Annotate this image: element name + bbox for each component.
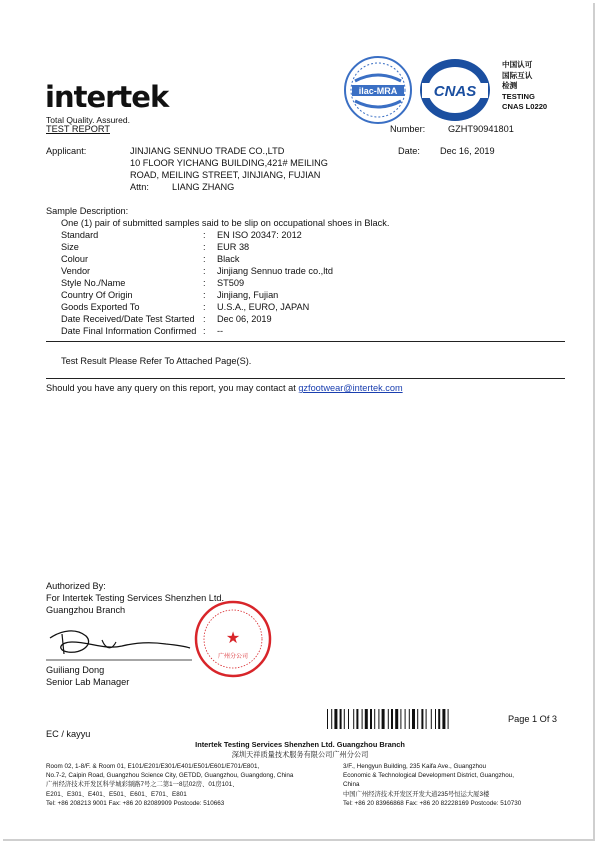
address-line: 中国广州经济技术开发区开发大道235号恒运大厦3楼	[343, 790, 490, 798]
applicant-line: ROAD, MEILING STREET, JINJIANG, FUJIAN	[130, 170, 321, 180]
address-line: Room 02, 1-8/F. & Room 01, E101/E201/E301/E401/E501/E601/E701/E801,	[46, 763, 260, 770]
attn-value: LIANG ZHANG	[172, 182, 235, 192]
accreditation-line: 检测	[502, 81, 518, 90]
detail-colon: :	[203, 278, 206, 288]
contact-email-link[interactable]: gzfootwear@intertek.com	[298, 383, 403, 393]
authorized-branch: Guangzhou Branch	[46, 605, 126, 615]
detail-value: Jinjiang Sennuo trade co.,ltd	[217, 266, 333, 276]
detail-label: Goods Exported To	[61, 302, 140, 312]
detail-value: Black	[217, 254, 240, 264]
applicant-label: Applicant:	[46, 146, 87, 156]
detail-value: Dec 06, 2019	[217, 314, 272, 324]
applicant-line: JINJIANG SENNUO TRADE CO.,LTD	[130, 146, 285, 156]
signer-title: Senior Lab Manager	[46, 677, 130, 687]
company-seal	[194, 600, 272, 678]
detail-label: Size	[61, 242, 79, 252]
address-line: Tel: +86 20 83966868 Fax: +86 20 82228169 Postcode: 510730	[343, 799, 522, 807]
sample-heading: Sample Description:	[46, 206, 129, 216]
ilac-text: ilac-MRA	[358, 86, 398, 96]
report-initials: EC / kayyu	[46, 729, 91, 739]
detail-value: --	[217, 326, 224, 336]
detail-label: Colour	[61, 254, 89, 264]
detail-value: Jinjiang, Fujian	[217, 290, 279, 300]
detail-label: Style No./Name	[61, 278, 126, 288]
detail-value: U.S.A., EURO, JAPAN	[217, 302, 310, 312]
signature	[42, 620, 192, 665]
divider	[46, 341, 565, 342]
ilac-mra-logo	[343, 55, 413, 125]
address-line: Economic & Technological Development District, Guangzhou,	[343, 772, 515, 780]
address-line: E201、E301、E401、E501、E601、E701、E801	[46, 790, 187, 798]
detail-label: Standard	[61, 230, 99, 240]
footer-left-address	[46, 762, 293, 808]
seal-star: ★	[225, 630, 241, 647]
authorized-company: For Intertek Testing Services Shenzhen Ltd.	[46, 593, 225, 603]
contact-line	[46, 383, 403, 394]
detail-colon: :	[203, 314, 206, 324]
footer-company-en: Intertek Testing Services Shenzhen Ltd. Guangzhou Branch	[195, 740, 405, 749]
detail-colon: :	[203, 290, 206, 300]
barcode	[327, 709, 497, 729]
cnas-text: CNAS	[433, 83, 477, 100]
cnas-logo	[418, 57, 492, 123]
seal-text: 广州分公司	[217, 653, 249, 660]
page-number: Page 1 Of 3	[508, 714, 558, 724]
signer-name: Guiliang Dong	[46, 665, 105, 675]
accreditation-line: 国际互认	[502, 70, 533, 80]
detail-colon: :	[203, 254, 206, 264]
contact-text: Should you have any query on this report, you may contact at	[46, 383, 296, 393]
detail-colon: :	[203, 302, 206, 312]
number-label: Number:	[390, 124, 426, 134]
detail-label: Vendor	[61, 266, 91, 276]
accreditation-line: 中国认可	[502, 60, 533, 69]
sample-details-table	[0, 230, 600, 340]
address-line: 广州经济技术开发区科学城彩频路7号之二第1一8层02房、01房101、	[46, 781, 239, 789]
detail-colon: :	[203, 230, 206, 240]
address-line: Tel: +86 208213 9001 Fax: +86 20 82089909 Postcode: 510663	[46, 799, 225, 807]
detail-value: EUR 38	[217, 242, 250, 252]
authorized-label: Authorized By:	[46, 581, 106, 591]
attn-label: Attn:	[130, 182, 149, 192]
detail-value: ST509	[217, 278, 245, 288]
test-result-text: Test Result Please Refer To Attached Page(S).	[61, 356, 252, 366]
detail-colon: :	[203, 326, 206, 336]
address-line: 3/F., Hengyun Building, 235 Kaifa Ave., Guangzhou	[343, 763, 487, 770]
detail-colon: :	[203, 242, 206, 252]
report-type: TEST REPORT	[46, 124, 110, 134]
number-value: GZHT90941801	[448, 124, 514, 134]
detail-label: Date Received/Date Test Started	[61, 314, 195, 324]
intertek-logo: intertek	[45, 80, 169, 114]
detail-colon: :	[203, 266, 206, 276]
accreditation-line: CNAS L0220	[502, 102, 548, 111]
logo-tagline: Total Quality. Assured.	[46, 115, 130, 125]
accreditation-line: TESTING	[502, 91, 535, 101]
footer-right-address	[343, 762, 521, 808]
address-line: China	[343, 781, 360, 789]
date-label: Date:	[398, 146, 420, 156]
footer-company-cn: 深圳天祥质量技术服务有限公司广州分公司	[231, 750, 369, 759]
applicant-line: 10 FLOOR YICHANG BUILDING,421# MEILING	[130, 158, 328, 168]
accreditation-block	[502, 60, 547, 113]
address-line: No.7-2, Caipin Road, Guangzhou Science City, GETDD, Guangzhou, Guangdong, China	[46, 772, 294, 780]
date-value: Dec 16, 2019	[440, 146, 495, 156]
sample-description: One (1) pair of submitted samples said to be slip on occupational shoes in Black.	[61, 218, 390, 228]
detail-label: Country Of Origin	[61, 290, 133, 300]
divider	[46, 378, 565, 379]
detail-value: EN ISO 20347: 2012	[217, 230, 302, 240]
detail-label: Date Final Information Confirmed	[61, 326, 197, 336]
